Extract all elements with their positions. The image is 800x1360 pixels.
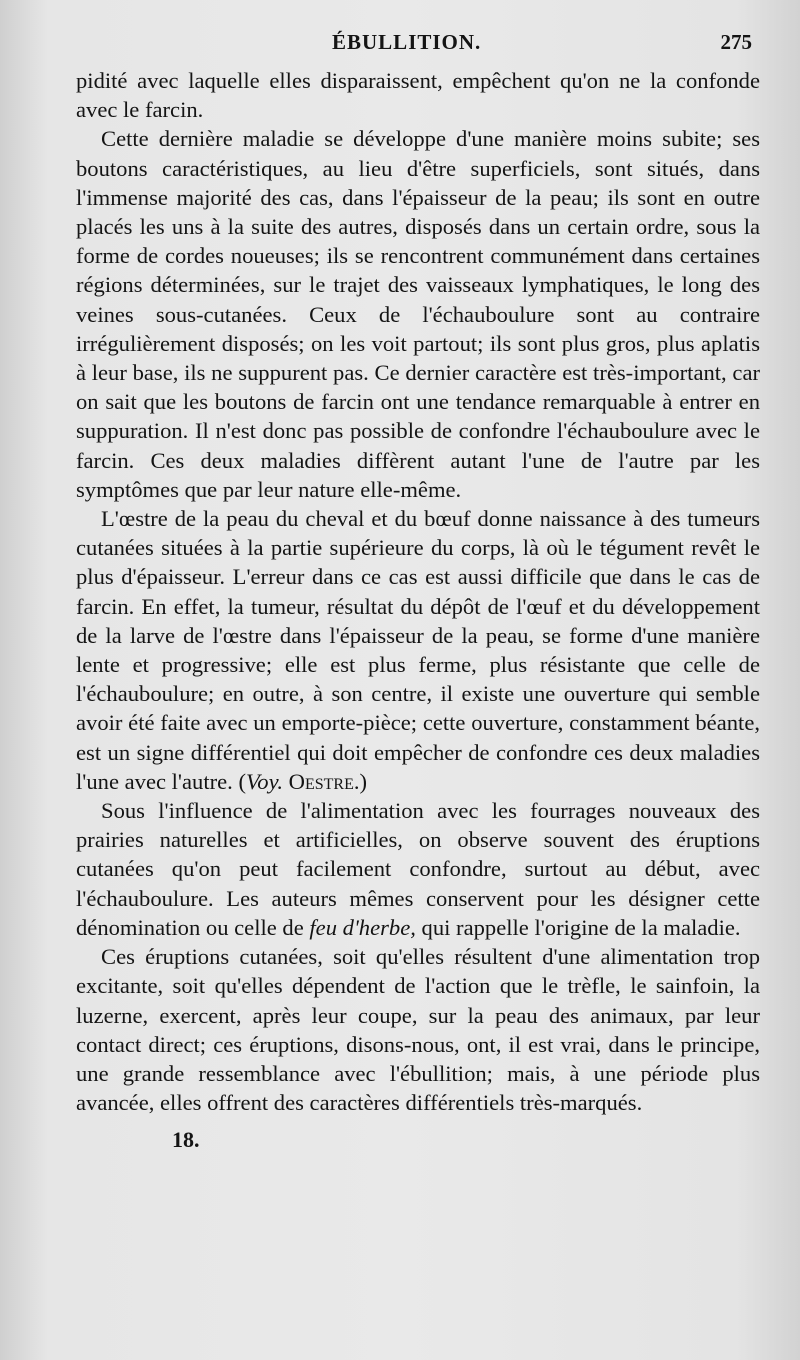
paragraph-4-end: qui rappelle l'origine de la maladie. xyxy=(415,914,741,940)
page-header xyxy=(76,30,760,66)
paragraph-3-text: L'œstre de la peau du cheval et du bœuf donne naissance à des tumeurs cutanées situées à la partie supérieure du corps, là où le tégument revêt le plus d'épaisseur. L'erreur dans ce cas est aussi difficile que dans le cas de farcin. En effet, la tumeur, résultat du dépôt de l'œuf et du développement de la larve de l'œstre dans l'épaisseur de la peau, se forme d'une manière lente et progressive; elle est plus ferme, plus résistante que celle de l'échauboulure; en outre, à son centre, il existe une ouverture qui semble avoir été faite avec un emporte-pièce; cette ouverture, constamment béante, est un signe différentiel qui doit empêcher de confondre ces deux maladies l'une avec l'autre. ( xyxy=(76,506,760,794)
body-text xyxy=(76,66,760,1117)
paragraph-3-close: ) xyxy=(359,768,368,794)
paragraph-2: Cette dernière maladie se développe d'une manière moins subite; ses boutons caractéristiques, au lieu d'être superficiels, sont situés, dans l'immense majorité des cas, dans l'épaisseur de la peau; ils sont en outre placés les uns à la suite des autres, disposés dans un certain ordre, sous la forme de cordes noueuses; ils se rencontrent communément dans certaines régions déterminées, sur le trajet des vaisseaux lymphatiques, le long des veines sous-cutanées. Ceux de l'échauboulure sont au contraire irrégulièrement disposés; on les voit partout; ils sont plus gros, plus aplatis à leur base, ils ne suppurent pas. Ce dernier caractère est très-important, car on sait que les boutons de farcin ont une tendance remarquable à entrer en suppuration. Il n'est donc pas possible de confondre l'échauboulure avec le farcin. Ces deux maladies diffèrent autant l'une de l'autre par les symptômes que par leur nature elle-même. xyxy=(76,126,760,502)
paragraph-4-text: Sous l'influence de l'alimentation avec les fourrages nouveaux des prairies naturelles et artificielles, on observe souvent des éruptions cutanées qu'on peut facilement confondre, surtout au début, avec l'échauboulure. Les auteurs mêmes conservent pour les désigner cette dénomination ou celle de xyxy=(76,798,760,940)
italic-term: feu d'herbe, xyxy=(309,914,416,940)
paragraph-5: Ces éruptions cutanées, soit qu'elles résultent d'une alimentation trop excitante, soit qu'elles dépendent de l'action que le trèfle, le sainfoin, la luzerne, exercent, après leur coupe, sur la peau des animaux, par leur contact direct; ces éruptions, disons-nous, ont, il est vrai, dans le principe, une grande ressemblance avec l'ébullition; mais, à une période plus avancée, elles offrent des caractères différentiels très-marqués. xyxy=(76,944,760,1116)
page-number: 275 xyxy=(720,30,752,54)
cross-reference: Oestre. xyxy=(288,768,360,794)
voy-abbrev: Voy. xyxy=(245,768,284,794)
running-title: ÉBULLITION. xyxy=(332,30,482,54)
signature-mark: 18. xyxy=(172,1127,200,1153)
paragraph-3 xyxy=(76,504,760,796)
paragraph-4 xyxy=(76,796,760,942)
paragraph-1: pidité avec laquelle elles disparaissent, empêchent qu'on ne la confonde avec le farcin. xyxy=(76,68,760,123)
